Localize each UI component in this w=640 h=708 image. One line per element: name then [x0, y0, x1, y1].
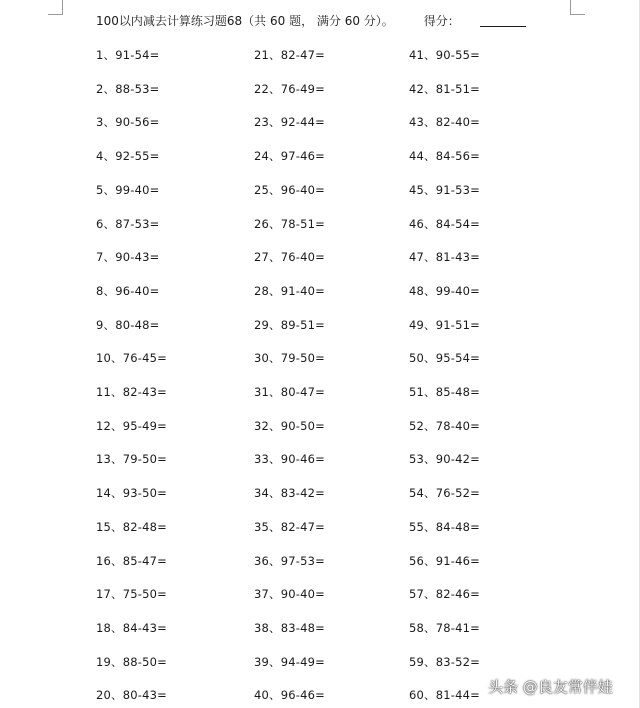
problem-item: 35、82-47=	[254, 519, 325, 534]
problem-item: 55、84-48=	[409, 519, 480, 534]
watermark: 头条 @良友常伴娃	[488, 677, 613, 696]
problem-item: 59、83-52=	[409, 654, 480, 669]
problem-item: 48、99-40=	[409, 283, 480, 298]
problem-item: 50、95-54=	[409, 351, 480, 366]
problem-item: 58、78-41=	[409, 620, 480, 635]
problem-item: 12、95-49=	[96, 418, 167, 433]
problem-item: 28、91-40=	[254, 283, 325, 298]
problem-item: 37、90-40=	[254, 587, 325, 602]
problem-item: 11、82-43=	[96, 385, 167, 399]
problem-item: 54、76-52=	[409, 486, 480, 501]
problem-item: 27、76-40=	[254, 250, 325, 265]
problem-item: 39、94-49=	[254, 654, 325, 669]
problem-item: 44、84-56=	[409, 149, 480, 164]
problem-item: 7、90-43=	[96, 250, 160, 265]
problem-item: 57、82-46=	[409, 587, 480, 602]
problem-item: 6、87-53=	[96, 216, 160, 231]
problem-item: 49、91-51=	[409, 317, 480, 332]
problem-item: 20、80-43=	[96, 688, 167, 703]
margin-corner-mark	[570, 0, 585, 15]
problem-item: 18、84-43=	[96, 620, 167, 635]
problem-item: 33、90-46=	[254, 452, 325, 467]
worksheet-title: 100以内减去计算练习题68（共 60 题， 满分 60 分）。	[96, 13, 394, 28]
problem-item: 36、97-53=	[254, 553, 325, 568]
problem-item: 29、89-51=	[254, 317, 325, 332]
worksheet-header	[96, 10, 526, 30]
problem-item: 16、85-47=	[96, 553, 167, 568]
problem-item: 10、76-45=	[96, 351, 167, 366]
problem-item: 52、78-40=	[409, 418, 480, 433]
problem-item: 34、83-42=	[254, 486, 325, 501]
margin-corner-mark	[48, 0, 63, 15]
problem-item: 5、99-40=	[96, 182, 160, 197]
problem-item: 31、80-47=	[254, 385, 325, 399]
problem-item: 32、90-50=	[254, 418, 325, 433]
problem-item: 60、81-44=	[409, 688, 480, 703]
problem-item: 51、85-48=	[409, 385, 480, 399]
problem-item: 9、80-48=	[96, 317, 160, 332]
problem-item: 17、75-50=	[96, 587, 167, 602]
problem-item: 41、90-55=	[409, 48, 480, 62]
problem-item: 43、82-40=	[409, 115, 480, 130]
problem-item: 45、91-53=	[409, 182, 480, 197]
problem-item: 14、93-50=	[96, 486, 167, 501]
problem-item: 47、81-43=	[409, 250, 480, 265]
problem-item: 53、90-42=	[409, 452, 480, 467]
problem-item: 30、79-50=	[254, 351, 325, 366]
problem-item: 46、84-54=	[409, 216, 480, 231]
problem-item: 22、76-49=	[254, 81, 325, 96]
problem-item: 24、97-46=	[254, 149, 325, 164]
problem-item: 13、79-50=	[96, 452, 167, 467]
problem-item: 2、88-53=	[96, 81, 160, 96]
problem-item: 19、88-50=	[96, 654, 167, 669]
score-label: 得分：	[423, 13, 460, 28]
problem-item: 23、92-44=	[254, 115, 325, 130]
problem-item: 21、82-47=	[254, 48, 325, 62]
score-blank-line	[480, 14, 526, 27]
problem-item: 26、78-51=	[254, 216, 325, 231]
problem-item: 3、90-56=	[96, 115, 160, 130]
problem-item: 56、91-46=	[409, 553, 480, 568]
problem-item: 42、81-51=	[409, 81, 480, 96]
problem-item: 8、96-40=	[96, 283, 160, 298]
problem-item: 4、92-55=	[96, 149, 160, 164]
problem-item: 40、96-46=	[254, 688, 325, 703]
problem-item: 1、91-54=	[96, 48, 160, 62]
problem-item: 15、82-48=	[96, 519, 167, 534]
problem-item: 25、96-40=	[254, 182, 325, 197]
problem-item: 38、83-48=	[254, 620, 325, 635]
